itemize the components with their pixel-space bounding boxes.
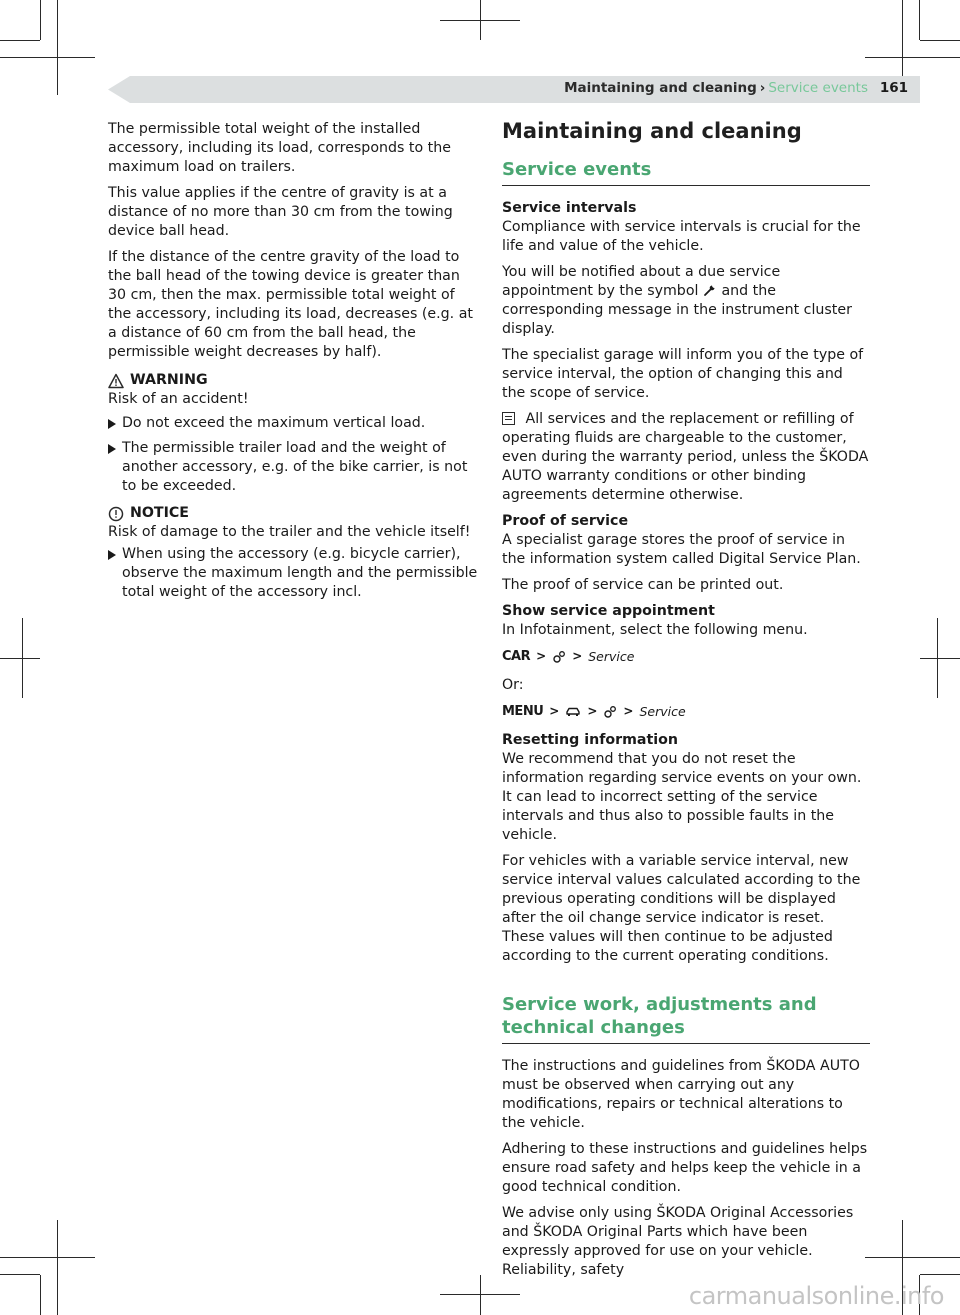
service-menu-item: Service <box>639 704 686 719</box>
breadcrumb-section: Maintaining and cleaning <box>564 80 757 96</box>
menu-separator: > <box>623 704 634 718</box>
paragraph: Compliance with service intervals is crucial for the life and value of the vehicle. <box>502 219 861 254</box>
car-button-label: CAR <box>502 649 531 664</box>
menu-separator: > <box>549 704 560 718</box>
note-icon <box>502 412 515 425</box>
warning-text: Risk of an accident! <box>108 391 249 407</box>
paragraph: We recommend that you do not reset the information regarding service events on your own. It can lead to incorrect setting of the service intervals and thus also to possible faults in the vehicle. <box>502 751 862 843</box>
wrench-icon <box>703 283 717 297</box>
notice-text: Risk of damage to the trailer and the vehicle itself! <box>108 524 471 540</box>
notice-info-icon <box>108 506 124 522</box>
left-column <box>108 120 478 608</box>
menu-separator: > <box>572 649 583 663</box>
warning-triangle-icon <box>108 373 124 389</box>
paragraph: The permissible total weight of the installed accessory, including its load, corresponds to the maximum load on trailers. <box>108 121 451 175</box>
page-number: 161 <box>879 80 908 96</box>
menu-separator: > <box>587 704 598 718</box>
bullet-arrow-icon <box>108 419 116 429</box>
chapter-title: Maintaining and cleaning <box>502 119 802 143</box>
paragraph: Adhering to these instructions and guidelines helps ensure road safety and helps keep the vehicle in a good technical condition. <box>502 1141 868 1195</box>
paragraph: You will be notified about a due service appointment by the symbol and the corresponding message in the instrument cluster display. <box>502 264 852 337</box>
subheading: Service intervals <box>502 200 637 216</box>
gears-icon <box>552 650 566 664</box>
bullet-arrow-icon <box>108 550 116 560</box>
note-paragraph: All services and the replacement or refilling of operating fluids are chargeable to the customer, even during the warranty period, unless the ŠKODA AUTO warranty conditions or other binding agreements determine otherwise. <box>502 411 869 503</box>
paragraph: The specialist garage will inform you of the type of service interval, the option of changing this and the scope of service. <box>502 347 864 401</box>
section-heading: Service events <box>502 158 870 186</box>
subheading: Show service appointment <box>502 603 715 619</box>
menu-path <box>502 647 870 666</box>
subheading: Proof of service <box>502 513 629 529</box>
watermark-link[interactable]: carmanualsonline.info <box>688 1282 944 1310</box>
list-item: Do not exceed the maximum vertical load. <box>108 414 478 433</box>
paragraph: A specialist garage stores the proof of service in the information system called Digital Service Plan. <box>502 532 861 567</box>
notice-block <box>108 504 478 602</box>
paragraph: The instructions and guidelines from ŠKODA AUTO must be observed when carrying out any modifications, repairs or technical alterations to the vehicle. <box>502 1058 860 1131</box>
gears-icon <box>603 705 617 719</box>
menu-separator: > <box>536 649 547 663</box>
paragraph: This value applies if the centre of gravity is at a distance of no more than 30 cm from the towing device ball head. <box>108 185 453 239</box>
breadcrumb <box>564 80 868 96</box>
breadcrumb-subsection: Service events <box>768 80 868 96</box>
car-icon <box>565 706 581 718</box>
list-item: The permissible trailer load and the weight of another accessory, e.g. of the bike carrier, is not to be exceeded. <box>108 439 478 496</box>
paragraph: In Infotainment, select the following menu. <box>502 622 808 638</box>
notice-title: NOTICE <box>130 505 189 521</box>
section-heading: Service work, adjustments and technical changes <box>502 993 870 1044</box>
service-menu-item: Service <box>588 649 635 664</box>
warning-block <box>108 371 478 496</box>
paragraph: Or: <box>502 677 524 693</box>
paragraph: We advise only using ŠKODA Original Accessories and ŠKODA Original Parts which have been expressly approved for use on your vehicle. Reliability, safety <box>502 1205 854 1278</box>
menu-path <box>502 702 870 721</box>
paragraph: The proof of service can be printed out. <box>502 577 784 593</box>
breadcrumb-separator: › <box>759 80 766 96</box>
warning-title: WARNING <box>130 372 208 388</box>
right-column <box>502 120 870 1287</box>
menu-button-label: MENU <box>502 704 544 719</box>
paragraph: For vehicles with a variable service interval, new service interval values calculated according to the previous operating conditions will be displayed after the oil change service indicator is reset. These values will then continue to be adjusted according to the current operating conditions. <box>502 853 861 964</box>
list-item: When using the accessory (e.g. bicycle carrier), observe the maximum length and the permissible total weight of the accessory incl. <box>108 545 478 602</box>
paragraph: If the distance of the centre gravity of the load to the ball head of the towing device is greater than 30 cm, then the max. permissible total weight of the accessory, including its load, decreases (e.g. at a distance of 60 cm from the ball head, the permissible weight decreases by half). <box>108 249 473 360</box>
subheading: Resetting information <box>502 732 678 748</box>
bullet-arrow-icon <box>108 444 116 454</box>
